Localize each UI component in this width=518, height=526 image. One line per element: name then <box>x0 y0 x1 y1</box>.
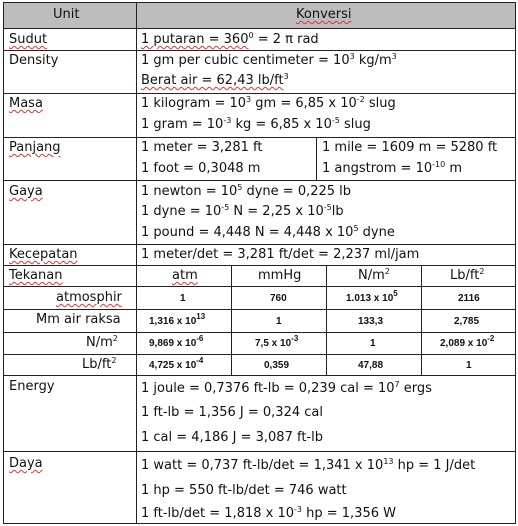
row-line <box>3 286 516 287</box>
table-cell: 760 <box>270 293 287 304</box>
column-divider <box>136 2 137 524</box>
label-density: Density <box>9 53 59 68</box>
border-bottom <box>3 523 516 524</box>
energy-line3: 1 cal = 4,186 J = 3,087 ft-lb <box>141 430 323 445</box>
tekanan-divider <box>231 265 232 375</box>
label-panjang: Panjang <box>9 140 61 155</box>
label-gaya: Gaya <box>9 184 43 199</box>
table-cell: 47,88 <box>358 360 384 371</box>
table-cell: 2116 <box>458 293 480 304</box>
row-line <box>3 28 516 29</box>
row-line <box>3 451 516 452</box>
row-line <box>3 50 516 51</box>
panjang-right2: 1 angstrom = $10^{-10}$ m <box>322 160 462 176</box>
table-cell: 1.013 x $10^5$ <box>346 289 398 304</box>
table-cell: 7,5 x $10^{-3}$ <box>255 334 299 349</box>
table-cell: 9,869 x $10^{-6}$ <box>149 334 204 349</box>
row-line <box>3 354 516 355</box>
table-cell: 2,785 <box>454 316 480 327</box>
row-line <box>3 265 516 266</box>
border-top <box>3 2 516 3</box>
density-line1: 1 gm per cubic centimeter = $10^3$ $kg/m^3$ <box>141 52 397 68</box>
table-cell: 4,725 x $10^{-4}$ <box>149 356 204 371</box>
energy-line1: 1 joule = 0,7376 ft-lb = 0,239 cal = $10^7$ ergs <box>141 380 432 396</box>
gaya-line2: 1 dyne = $10^{-5}$ N = 2,25 x $10^{-5}lb$ <box>141 203 344 219</box>
table-cell: 1 <box>466 360 472 371</box>
density-line2: Berat air = 62,43 $lb/ft^3$ <box>141 72 289 88</box>
tekanan-row-label: atmosphir <box>56 290 122 305</box>
border-right <box>515 2 516 524</box>
gaya-line1: 1 newton = $10^5$ dyne = 0,225 lb <box>141 183 352 199</box>
kecepatan-line1: 1 meter/det = 3,281 ft/det = 2,237 ml/jam <box>141 247 420 262</box>
label-daya: Daya <box>9 456 43 471</box>
table-cell: 1 <box>370 338 376 349</box>
row-line <box>3 93 516 94</box>
label-energy: Energy <box>9 379 55 394</box>
daya-line2: 1 hp = 550 ft-lb/det = 746 watt <box>141 483 347 498</box>
tekanan-col-atm: atm <box>172 268 198 283</box>
panjang-divider <box>316 137 317 180</box>
masa-line1: 1 kilogram = $10^3$ gm = 6,85 x $10^{-2}$ slug <box>141 95 396 111</box>
tekanan-row-label: $N/m^2$ <box>86 334 118 350</box>
header-unit: Unit <box>53 7 80 22</box>
panjang-right1: 1 mile = 1609 m = 5280 ft <box>322 140 498 155</box>
table-cell: 1,316 x $10^{13}$ <box>149 312 206 327</box>
tekanan-col-lbft2: $Lb/ft^2$ <box>450 267 485 283</box>
panjang-left1: 1 meter = 3,281 ft <box>141 140 263 155</box>
tekanan-row-label: $Lb/ft^2$ <box>82 356 117 372</box>
header-konversi: Konversi <box>296 7 352 22</box>
label-sudut: Sudut <box>9 32 48 47</box>
label-tekanan: Tekanan <box>9 268 63 283</box>
tekanan-divider <box>326 265 327 375</box>
border-left <box>3 2 4 524</box>
daya-line1: 1 watt = 0,737 ft-lb/det = 1,341 x $10^{13}$ hp = 1 J/det <box>141 457 476 473</box>
tekanan-col-nm2: $N/m^2$ <box>358 267 390 283</box>
tekanan-col-mmhg: mmHg <box>258 268 302 283</box>
daya-line3: 1 ft-lb/det = 1,818 x $10^{-3}$ hp = 1,356 W <box>141 505 396 521</box>
row-line <box>3 137 516 138</box>
energy-line2: 1 ft-lb = 1,356 J = 0,324 cal <box>141 405 323 420</box>
row-line <box>3 375 516 376</box>
label-kecepatan: Kecepatan <box>9 247 78 262</box>
row-line <box>3 180 516 181</box>
masa-line2: 1 gram = $10^{-3}$ kg = 6,85 x $10^{-5}$ slug <box>141 116 371 132</box>
tekanan-row-label: Mm air raksa <box>36 312 121 327</box>
row-line <box>3 332 516 333</box>
row-line <box>3 309 516 310</box>
sudut-line1: 1 putaran = $360^0 = 2$ π rad <box>141 31 319 47</box>
panjang-left2: 1 foot = 0,3048 m <box>141 161 261 176</box>
gaya-line3: 1 pound = 4,448 N = 4,448 x $10^5$ dyne <box>141 224 395 240</box>
tekanan-divider <box>421 265 422 375</box>
table-cell: 1 <box>180 293 186 304</box>
label-masa: Masa <box>9 96 43 111</box>
row-line <box>3 244 516 245</box>
table-cell: 0,359 <box>264 360 290 371</box>
table-header-bg <box>4 3 515 28</box>
table-cell: 2,089 x $10^{-2}$ <box>440 334 495 349</box>
table-cell: 133,3 <box>358 316 384 327</box>
table-cell: 1 <box>276 316 282 327</box>
